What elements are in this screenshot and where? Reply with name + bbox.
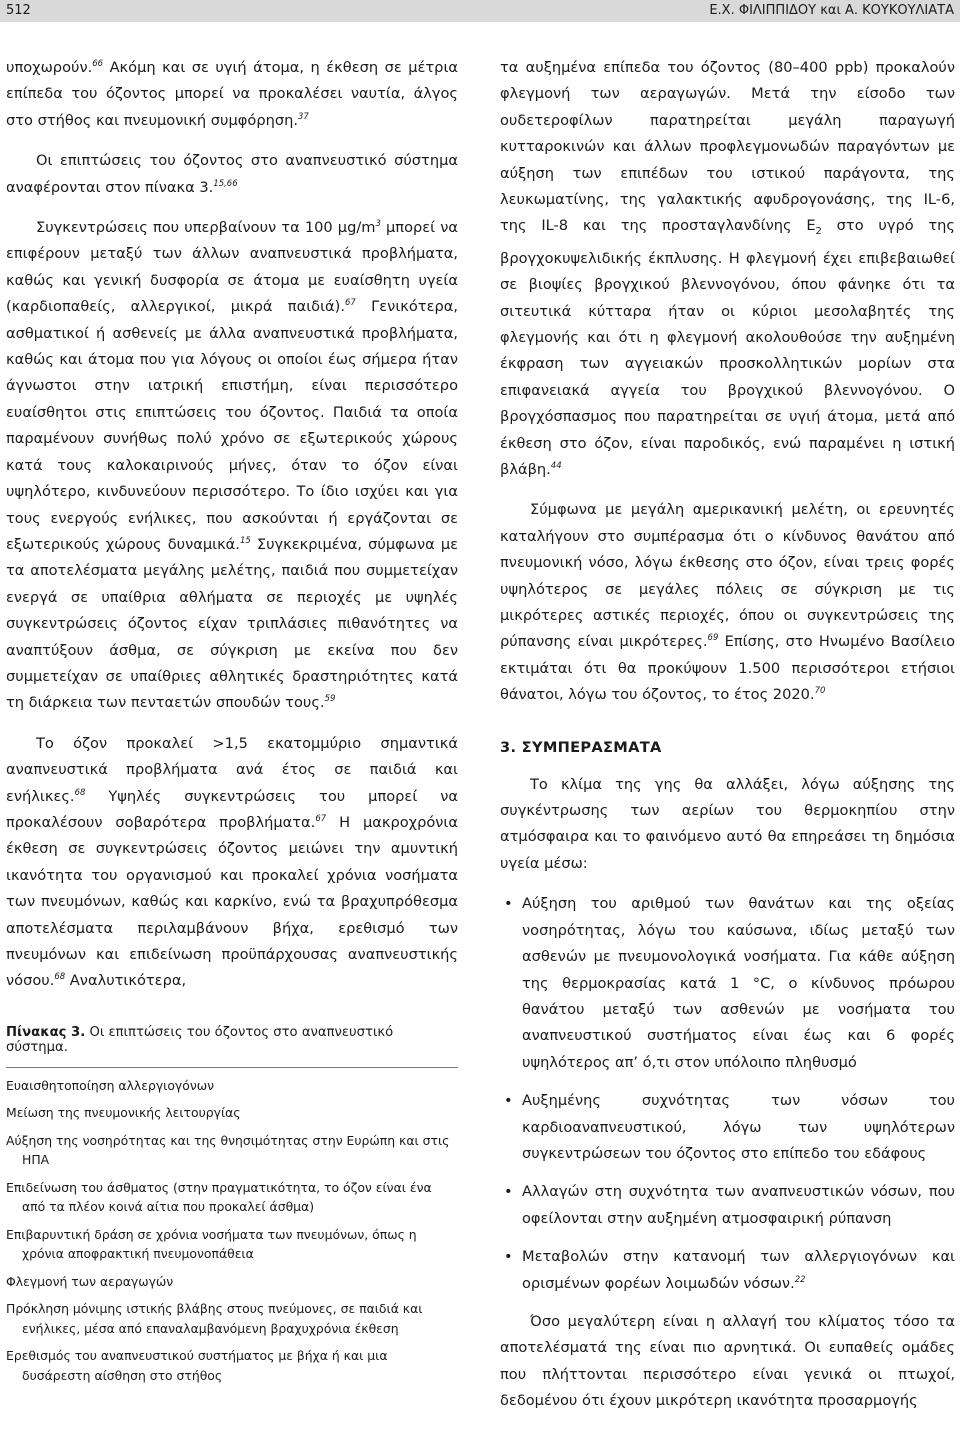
table-row: Ερεθισμός του αναπνευστικού συστήματος με βήχα ή και μια δυσάρεστη αίσθηση στο στήθος — [6, 1348, 388, 1383]
running-header-authors: Ε.Χ. ΦΙΛΙΠΠΙΔΟΥ και Α. ΚΟΥΚΟΥΛΙΑΤΑ — [709, 3, 954, 18]
table-rule — [6, 1067, 458, 1068]
table-row: Επιδείνωση του άσθματος (στην πραγματικότητα, το όζον είναι ένα από τα πλέον κοινά αίτια που προκαλεί άσθμα) — [6, 1179, 432, 1215]
paragraph: υποχωρούν.$^{66}$ Ακόμη και σε υγιή άτομα, η έκθεση σε μέτρια επίπεδα του όζοντος μπορεί να προκαλέσει ναυτία, άλγος στο στήθος και πνευμονική συμφόρηση.$^{37}$ — [6, 59, 458, 129]
bullet-icon: • — [504, 1183, 513, 1201]
paragraph: Το κλίμα της γης θα αλλάξει, λόγω αύξησης της συγκέντρωσης των αερίων του θερμοκηπίου στην ατμόσφαιρα και το φαινόμενο αυτό θα επηρεάσει τη δημόσια υγεία μέσω: — [500, 775, 955, 872]
table-row: Αύξηση της νοσηρότητας και της θνησιμότητας στην Ευρώπη και στις ΗΠΑ — [6, 1132, 450, 1168]
list-item: • Μεταβολών στην κατανομή των αλλεργιογόνων και ορισμένων φορέων λοιμωδών νόσων.$^{22}$ — [500, 1244, 955, 1297]
page-number: 512 — [6, 3, 31, 18]
running-header — [0, 0, 960, 22]
table-3 — [6, 1025, 458, 1386]
table-row: Φλεγμονή των αεραγωγών — [6, 1273, 174, 1289]
list-item: • Αυξημένης συχνότητας των νόσων του καρδιοαναπνευστικού, λόγω των υψηλότερων συγκεντρώσεων του όζοντος στο επίπεδο του εδάφους — [500, 1088, 955, 1167]
table-row: Μείωση της πνευμονικής λειτουργίας — [6, 1105, 241, 1121]
bullet-list — [500, 891, 955, 1297]
paragraph: Οι επιπτώσεις του όζοντος στο αναπνευστικό σύστημα αναφέρονται στον πίνακα 3.$^{15,66}$ — [6, 152, 458, 196]
paragraph: Το όζον προκαλεί >1,5 εκατομμύριο σημαντικά αναπνευστικά προβλήματα ανά έτος σε παιδιά και ενήλικες.$^{68}$ Υψηλές συγκεντρώσεις του μπορεί να προκαλέσουν σοβαρότερα προβλήματα.$^{67}$ Η μακροχρόνια έκθεση σε συγκεντρώσεις όζοντος μειώνει την αμυντική ικανότητα του οργανισμού και προκαλεί χρόνια νοσήματα των πνευμόνων, καθώς και καρκίνο, ενώ τα βραχυπρόθεσμα αποτελέσματα περιλαμβάνουν βήχα, ερεθισμό των πνευμόνων και επιδείνωση προϋπάρχουσας αναπνευστικής νόσου.$^{68}$ Αναλυτικότερα, — [6, 734, 458, 990]
right-column — [500, 55, 955, 1429]
table-row: Επιβαρυντική δράση σε χρόνια νοσήματα των πνευμόνων, όπως η χρόνια αποφρακτική πνευμονοπάθεια — [6, 1226, 417, 1262]
section-heading: 3. ΣΥΜΠΕΡΑΣΜΑΤΑ — [500, 738, 662, 756]
bullet-icon: • — [504, 1092, 513, 1110]
list-item: • Αλλαγών στη συχνότητα των αναπνευστικών νόσων, που οφείλονται στην αυξημένη ατμοσφαιρική ρύπανση — [500, 1179, 955, 1232]
paragraph: Όσο μεγαλύτερη είναι η αλλαγή του κλίματος τόσο τα αποτελέσματά της είναι πιο αρνητικά. Οι ευπαθείς ομάδες που πλήττονται περισσότερο είναι γενικά οι πτωχοί, δεδομένου ότι έχουν μικρότερη ικανότητα προσαρμογής — [500, 1312, 955, 1410]
bullet-icon: • — [504, 895, 513, 913]
paragraph: τα αυξημένα επίπεδα του όζοντος (80–400 ppb) προκαλούν φλεγμονή των αεραγωγών. Μετά την είσοδο των ουδετεροφίλων παρατηρείται μεγάλη παραγωγή κυτταροκινών και άλλων προφλεγμονωδών παραγόντων με αύξηση των επιπέδων του ιστικού παράγοντα, της λευκωματίνης, της γαλακτικής αφυδρογονάσης, της IL-6, της IL-8 και της προσταγλανδίνης $E_2$ στο υγρό της βρογχοκυψελιδικής έκπλυσης. Η φλεγμονή έχει επιβεβαιωθεί σε βιοψίες βρογχικού βλεννογόνου, όπου φάνηκε ότι τα σιτευτικά κύτταρα ήταν οι κύριοι μεσολαβητές της φλεγμονής και ότι η φλεγμονή ακολουθούσε την αυξημένη έκφραση των αγγειακών προσκολλητικών μορίων στα επιφανειακά αγγεία του βρογχικού βλεννογόνου. Ο βρογχόσπασμος που παρατηρείται σε υγιή άτομα, μετά από έκθεση στο όζον, είναι παροδικός, ενώ παραμένει η ιστική βλάβη.$^{44}$ — [500, 59, 955, 478]
bullet-icon: • — [504, 1248, 513, 1266]
left-column — [6, 55, 458, 1393]
paragraph: Σύμφωνα με μεγάλη αμερικανική μελέτη, οι ερευνητές καταλήγουν στο συμπέρασμα ότι ο κίνδυνος θανάτου από πνευμονική νόσο, λόγω έκθεσης στο όζον, είναι τρεις φορές υψηλότερος σε μεγάλες πόλεις σε σύγκριση με τις μικρότερες αστικές περιοχές, όπου οι συγκεντρώσεις της ρύπανσης είναι μικρότερες.$^{69}$ Επίσης, στο Ηνωμένο Βασίλειο εκτιμάται ότι θα προκύψουν 1.500 περισσότεροι ετήσιοι θάνατοι, λόγω του όζοντος, το έτος 2020.70 — [500, 501, 955, 704]
table-caption: Πίνακας 3. Οι επιπτώσεις του όζοντος στο αναπνευστικό σύστημα. — [6, 1024, 394, 1055]
table-row: Πρόκληση μόνιμης ιστικής βλάβης στους πνεύμονες, σε παιδιά και ενήλικες, μέσα από επαναλαμβανόμενη βραχυχρόνια έκθεση — [6, 1301, 423, 1336]
paragraph: Συγκεντρώσεις που υπερβαίνουν τα 100 $\mu g/m^3$ μπορεί να επιφέρουν μεταξύ των άλλων αναπνευστικά προβλήματα, καθώς και γενική δυσφορία σε άτομα με ευαίσθητη υγεία (καρδιοπαθείς, αλλεργικοί, μικρά παιδιά).$^{67}$ Γενικότερα, ασθματικοί ή ασθενείς με άλλα αναπνευστικά προβλήματα, καθώς και άτομα που για λόγους οι οποίοι έως σήμερα ήταν άγνωστοι στην ιατρική επιστήμη, είναι περισσότερο ευαίσθητοι στις επιπτώσεις του όζοντος. Παιδιά τα οποία παραμένουν συνήθως πολύ χρόνο σε εξωτερικούς χώρους κατά τους καλοκαιρινούς μήνες, όταν το όζον είναι υψηλότερο, κινδυνεύουν περισσότερο. Το ίδιο ισχύει και για τους ενεργούς ενήλικες, που ασκούνται ή εργάζονται σε εξωτερικούς χώρους δυναμικά.$^{15}$ Συγκεκριμένα, σύμφωνα με τα αποτελέσματα μεγάλης μελέτης, παιδιά που συμμετείχαν ενεργά σε υπαίθρια αθλήματα σε περιοχές με υψηλές συγκεντρώσεις όζοντος είχαν τριπλάσιες πιθανότητες να αναπτύξουν άσθμα, σε σύγκριση με εκείνα που δεν συμμετείχαν σε υπαίθριες αθλητικές δραστηριότητες κατά τη διάρκεια των πενταετών σπουδών τους.$^{59}$ — [6, 219, 459, 712]
table-row: Ευαισθητοποίηση αλλεργιογόνων — [6, 1077, 215, 1093]
list-item: • Αύξηση του αριθμού των θανάτων και της οξείας νοσηρότητας, λόγω του καύσωνα, ιδίως μεταξύ των ασθενών με πνευμονολογικά νοσήματα. Για κάθε αύξηση της θερμοκρασίας κατά 1 °C, ο κίνδυνος πρόωρου θανάτου μεταξύ των ασθενών με νοσήματα του αναπνευστικού συστήματος είναι έως και 6 φορές υψηλότερος απ’ ό,τι στον υπόλοιπο πληθυσμό — [500, 891, 955, 1076]
